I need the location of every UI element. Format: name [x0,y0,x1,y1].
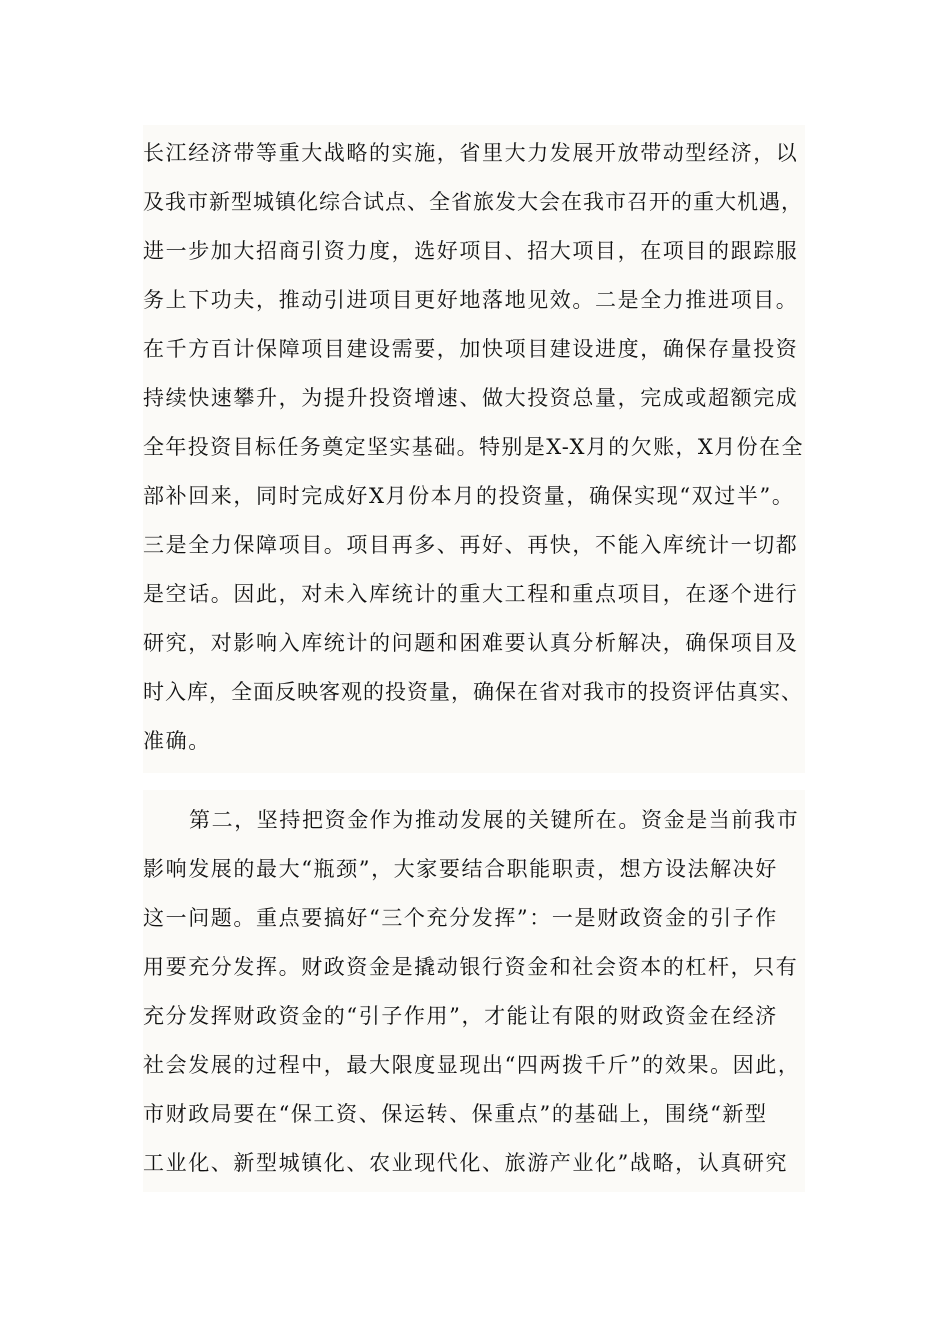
text-line: 工业化、新型城镇化、农业现代化、旅游产业化”战略，认真研究 [143,1151,789,1175]
text-line: 及我市新型城镇化综合试点、全省旅发大会在我市召开的重大机遇， [143,190,803,214]
text-line: 这一问题。重点要搞好“三个充分发挥”：一是财政资金的引子作 [143,906,778,930]
paragraph-1 [143,125,805,773]
text-line: 全年投资目标任务奠定坚实基础。特别是X-X月的欠账，X月份在全 [143,435,804,459]
text-line: 在千方百计保障项目建设需要，加快项目建设进度，确保存量投资 [143,337,799,361]
text-line: 进一步加大招商引资力度，选好项目、招大项目，在项目的跟踪服 [143,239,799,263]
text-line: 研究，对影响入库统计的问题和困难要认真分析解决，确保项目及 [143,631,799,655]
text-line: 影响发展的最大“瓶颈”，大家要结合职能职责，想方设法解决好 [143,857,778,881]
text-line: 是空话。因此，对未入库统计的重大工程和重点项目，在逐个进行 [143,582,799,606]
text-line: 用要充分发挥。财政资金是撬动银行资金和社会资本的杠杆，只有 [143,955,799,979]
text-line: 社会发展的过程中，最大限度显现出“四两拨千斤”的效果。因此， [143,1053,801,1077]
text-line: 三是全力保障项目。项目再多、再好、再快，不能入库统计一切都 [143,533,799,557]
text-line: 务上下功夫，推动引进项目更好地落地见效。二是全力推进项目。 [143,288,799,312]
text-line: 持续快速攀升，为提升投资增速、做大投资总量，完成或超额完成 [143,386,799,410]
paragraph-2 [143,790,805,1192]
text-line: 准确。 [143,729,211,753]
text-line: 部补回来，同时完成好X月份本月的投资量，确保实现“双过半”。 [143,484,795,508]
text-line: 长江经济带等重大战略的实施，省里大力发展开放带动型经济，以 [143,141,799,165]
text-line: 市财政局要在“保工资、保运转、保重点”的基础上，围绕“新型 [143,1102,768,1126]
text-line: 时入库，全面反映客观的投资量，确保在省对我市的投资评估真实、 [143,680,803,704]
text-line: 第二，坚持把资金作为推动发展的关键所在。资金是当前我市 [189,808,800,832]
text-line: 充分发挥财政资金的“引子作用”，才能让有限的财政资金在经济 [143,1004,778,1028]
